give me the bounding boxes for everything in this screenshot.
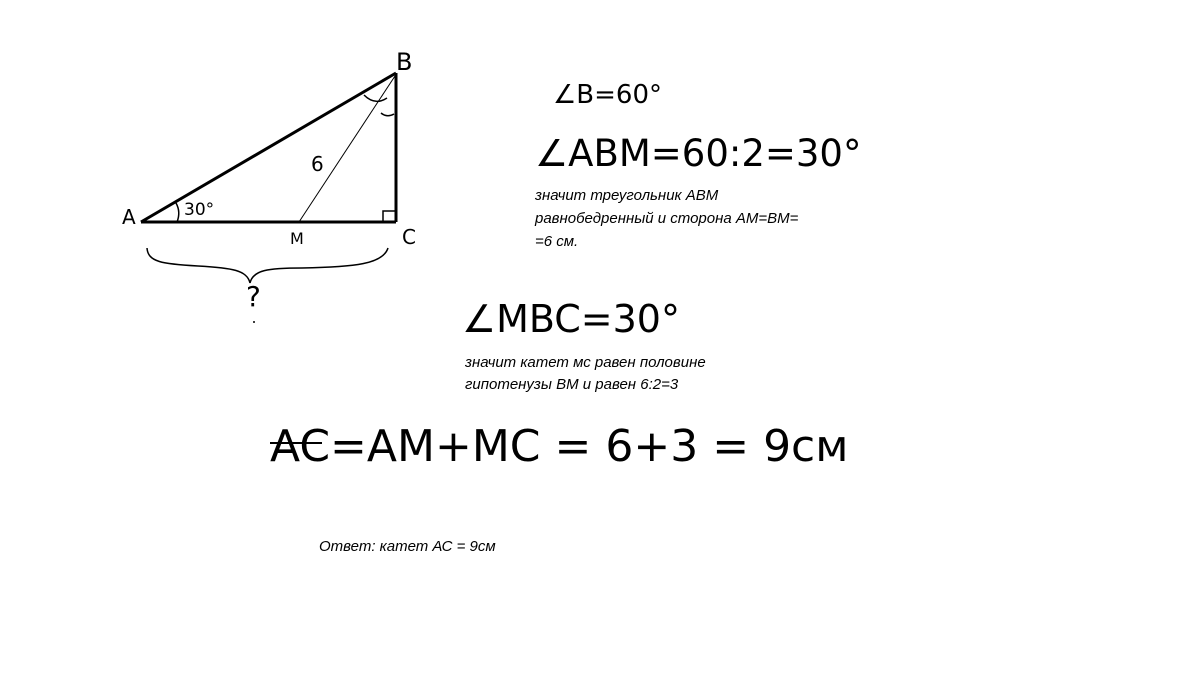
- point-m-label: M: [290, 229, 304, 248]
- vertex-c-label: C: [402, 225, 416, 249]
- mc-note-line-1: значит катет мс равен половине: [465, 354, 706, 371]
- unknown-side-label: ?: [246, 280, 261, 313]
- abm-note-line-2: равнобедренный и сторона АМ=ВМ=: [535, 210, 799, 227]
- side-ab: [141, 73, 396, 222]
- angle-b-text: ∠B=60°: [553, 80, 663, 110]
- right-angle-mark: [383, 211, 395, 222]
- stray-dot: [253, 321, 255, 323]
- ac-equation: AC=AM+MC = 6+3 = 9см: [270, 421, 849, 472]
- mc-note-line-2: гипотенузы ВМ и равен 6:2=3: [465, 376, 679, 393]
- brace-under-ac: [147, 248, 388, 283]
- angle-a-arc: [176, 203, 179, 222]
- abm-note-line-1: значит треугольник АВМ: [535, 187, 719, 204]
- angle-b-arc-2: [381, 113, 394, 116]
- vertex-a-label: A: [122, 205, 136, 229]
- angle-b-arc-1: [364, 95, 387, 101]
- vertex-b-label: B: [396, 48, 413, 76]
- angle-a-label: 30°: [184, 200, 215, 220]
- abm-note-line-3: =6 см.: [535, 233, 579, 250]
- answer-text: Ответ: катет АС = 9см: [319, 538, 496, 555]
- angle-mbc-text: ∠MBC=30°: [462, 297, 680, 341]
- segment-bm-length: 6: [311, 152, 324, 176]
- segment-bm: [299, 76, 395, 222]
- angle-abm-text: ∠ABM=60:2=30°: [535, 132, 862, 175]
